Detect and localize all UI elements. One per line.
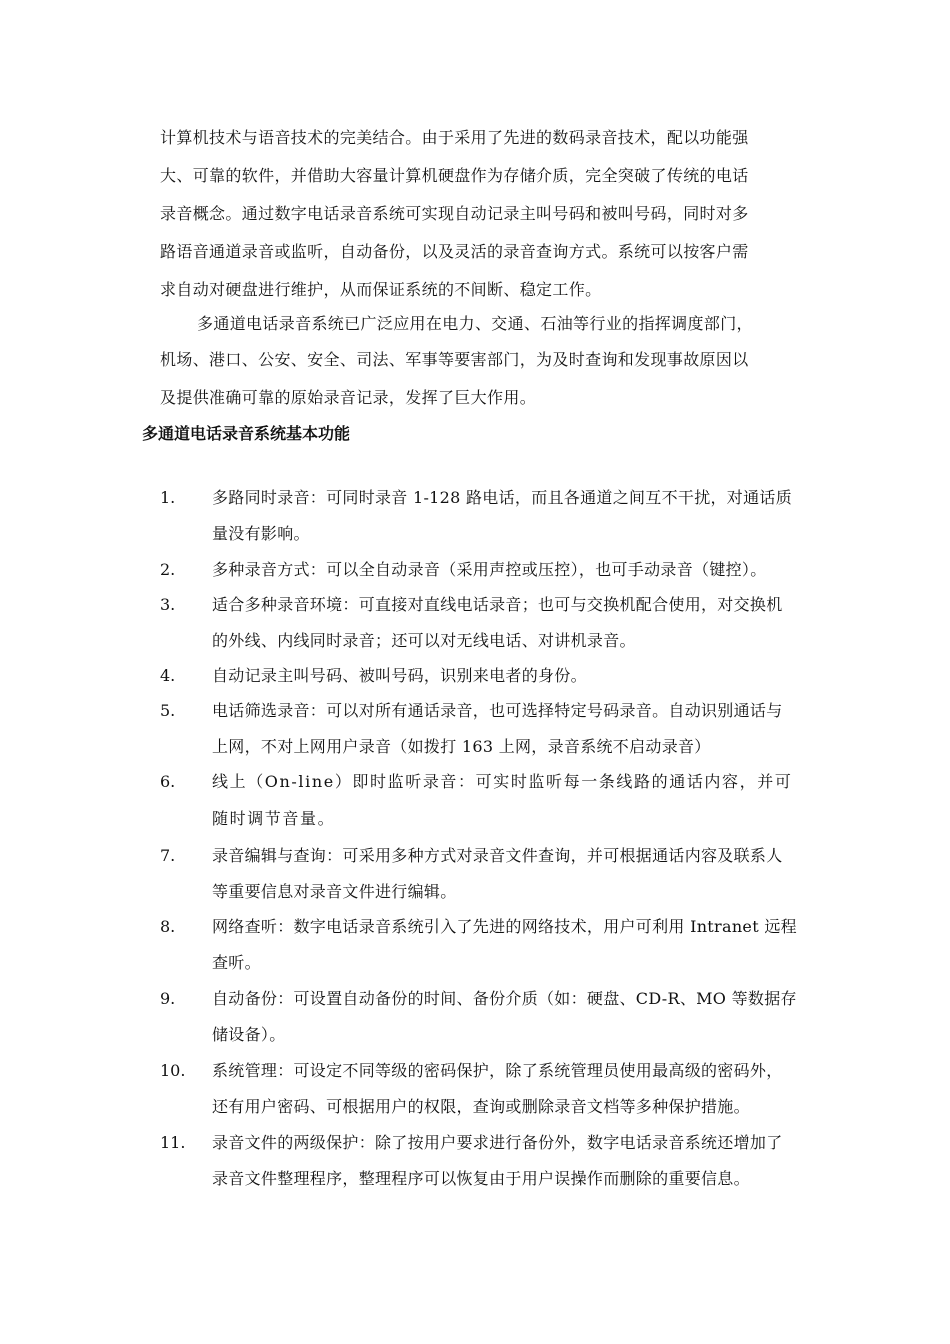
list-item-number: 4. bbox=[160, 666, 176, 685]
intro-p1-line: 大、可靠的软件，并借助大容量计算机硬盘作为存储介质，完全突破了传统的电话 bbox=[160, 166, 749, 185]
list-item-line: 系统管理：可设定不同等级的密码保护，除了系统管理员使用最高级的密码外， bbox=[212, 1061, 783, 1080]
list-item-number: 10. bbox=[160, 1061, 186, 1080]
section-heading: 多通道电话录音系统基本功能 bbox=[142, 424, 351, 443]
list-item-line: 网络查听：数字电话录音系统引入了先进的网络技术，用户可利用 Intranet 远程 bbox=[212, 917, 797, 936]
intro-p2-line: 机场、港口、公安、安全、司法、军事等要害部门，为及时查询和发现事故原因以 bbox=[160, 350, 749, 369]
list-item-number: 7. bbox=[160, 846, 176, 865]
intro-p1-line: 求自动对硬盘进行维护，从而保证系统的不间断、稳定工作。 bbox=[160, 280, 602, 299]
intro-p2-line: 多通道电话录音系统已广泛应用在电力、交通、石油等行业的指挥调度部门， bbox=[197, 314, 753, 333]
list-item-line: 随时调节音量。 bbox=[212, 809, 336, 828]
intro-p1-line: 路语音通道录音或监听，自动备份，以及灵活的录音查询方式。系统可以按客户需 bbox=[160, 242, 749, 261]
list-item-line: 录音文件的两级保护：除了按用户要求进行备份外，数字电话录音系统还增加了 bbox=[212, 1133, 783, 1152]
list-item-line: 自动记录主叫号码、被叫号码，识别来电者的身份。 bbox=[212, 666, 587, 685]
list-item-line: 录音文件整理程序，整理程序可以恢复由于用户误操作而删除的重要信息。 bbox=[212, 1169, 750, 1188]
list-item-line: 上网，不对上网用户录音（如拨打 163 上网，录音系统不启动录音） bbox=[212, 737, 711, 756]
list-item-line: 多种录音方式：可以全自动录音（采用声控或压控），也可手动录音（键控）。 bbox=[212, 560, 767, 579]
list-item-line: 录音编辑与查询：可采用多种方式对录音文件查询，并可根据通话内容及联系人 bbox=[212, 846, 783, 865]
list-item-number: 8. bbox=[160, 917, 176, 936]
item-3-end-punct: 。 bbox=[619, 631, 636, 650]
list-item-number: 11. bbox=[160, 1133, 186, 1152]
list-item-number: 9. bbox=[160, 989, 176, 1008]
list-item-number: 1. bbox=[160, 488, 176, 507]
list-item-line: 电话筛选录音：可以对所有通话录音，也可选择特定号码录音。自动识别通话与 bbox=[212, 701, 783, 720]
list-item-number: 2. bbox=[160, 560, 176, 579]
intro-p1-line: 录音概念。通过数字电话录音系统可实现自动记录主叫号码和被叫号码，同时对多 bbox=[160, 204, 749, 223]
intro-p2-line: 及提供准确可靠的原始录音记录，发挥了巨大作用。 bbox=[160, 388, 537, 407]
list-item-line: 量没有影响。 bbox=[212, 524, 310, 543]
list-item-line: 自动备份：可设置自动备份的时间、备份介质（如：硬盘、CD-R、MO 等数据存 bbox=[212, 989, 797, 1008]
list-item-line: 线上（On-line）即时监听录音：可实时监听每一条线路的通话内容，并可 bbox=[212, 772, 793, 791]
list-item-number: 3. bbox=[160, 595, 176, 614]
list-item-line: 等重要信息对录音文件进行编辑。 bbox=[212, 882, 457, 901]
list-item-line: 适合多种录音环境：可直接对直线电话录音；也可与交换机配合使用，对交换机 bbox=[212, 595, 783, 614]
list-item-line: 储设备）。 bbox=[212, 1025, 286, 1044]
list-item-line: 查听。 bbox=[212, 953, 261, 972]
item-3-emphasis-text: 还可以对无线电话、对讲机录音 bbox=[391, 631, 620, 650]
list-item-line: 多路同时录音：可同时录音 1-128 路电话，而且各通道之间互不干扰，对通话质 bbox=[212, 488, 792, 507]
list-item-number: 5. bbox=[160, 701, 176, 720]
list-item-line: 还有用户密码、可根据用户的权限，查询或删除录音文档等多种保护措施。 bbox=[212, 1097, 750, 1116]
item-3-plain-text: 的外线、内线同时录音； bbox=[212, 631, 392, 650]
list-item-number: 6. bbox=[160, 772, 176, 791]
list-item-line-mixed bbox=[212, 631, 832, 651]
intro-p1-line: 计算机技术与语音技术的完美结合。由于采用了先进的数码录音技术，配以功能强 bbox=[160, 128, 749, 147]
